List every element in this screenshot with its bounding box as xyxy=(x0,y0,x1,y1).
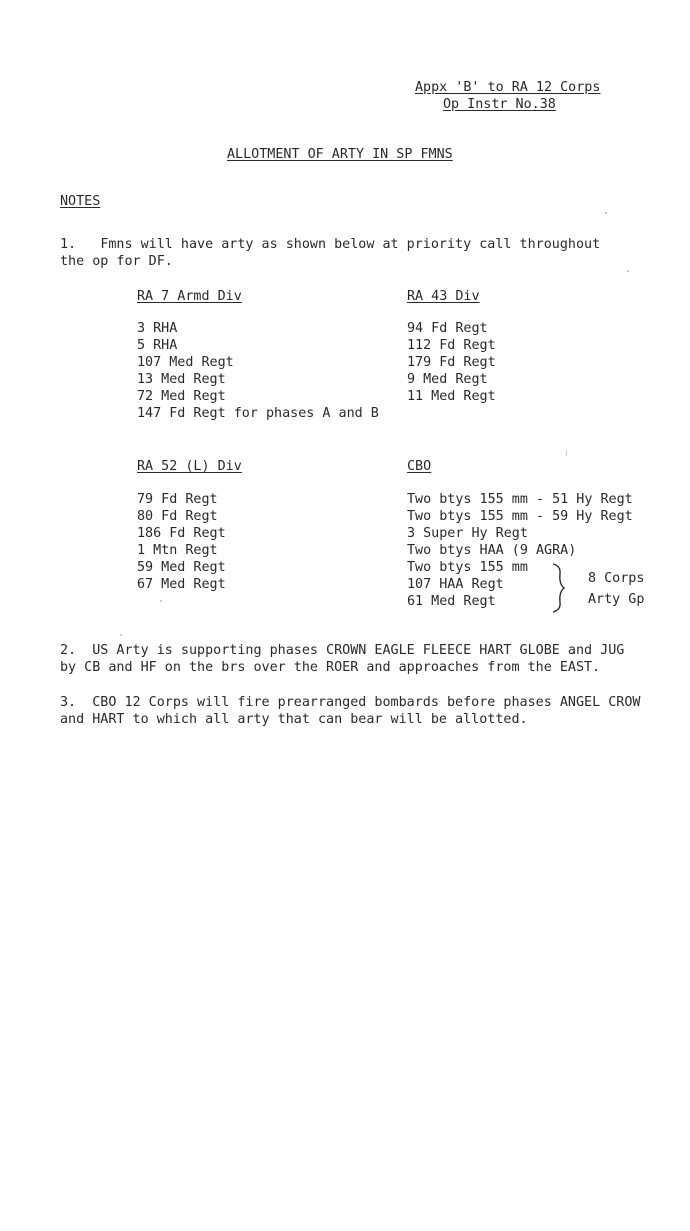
list-item: 94 Fd Regt xyxy=(407,321,488,336)
scan-speck xyxy=(566,450,567,456)
scan-speck xyxy=(605,212,607,214)
list-item: 11 Med Regt xyxy=(407,389,496,404)
cbo-heading: CBO xyxy=(407,459,432,474)
list-item: 3 RHA xyxy=(137,321,178,336)
ra43-heading: RA 43 Div xyxy=(407,289,480,304)
list-item: Two btys 155 mm - 59 Hy Regt xyxy=(407,509,633,524)
list-item: Two btys 155 mm - 51 Hy Regt xyxy=(407,492,633,507)
ra43-div-block xyxy=(407,288,496,405)
scan-speck xyxy=(120,634,122,636)
group-label-8-corps: 8 Corps xyxy=(588,571,645,586)
paragraph-1 xyxy=(60,236,600,270)
list-item: 67 Med Regt xyxy=(137,577,226,592)
grouping-brace-icon xyxy=(548,562,568,614)
list-item: 61 Med Regt xyxy=(407,594,496,609)
list-item: 112 Fd Regt xyxy=(407,338,496,353)
ra52-heading: RA 52 (L) Div xyxy=(137,459,242,474)
cbo-block xyxy=(407,458,633,610)
list-item: 72 Med Regt xyxy=(137,389,226,404)
list-item: 13 Med Regt xyxy=(137,372,226,387)
list-item: Two btys HAA (9 AGRA) xyxy=(407,543,577,558)
paragraph-1-line-2: the op for DF. xyxy=(60,254,173,269)
ra52-div-block xyxy=(137,458,242,593)
list-item: 9 Med Regt xyxy=(407,372,488,387)
list-item: 147 Fd Regt for phases A and B xyxy=(137,406,379,421)
appendix-reference: Appx 'B' to RA 12 Corps xyxy=(415,80,601,95)
document-title: ALLOTMENT OF ARTY IN SP FMNS xyxy=(227,147,453,162)
paragraph-2 xyxy=(60,642,624,676)
scan-speck xyxy=(160,600,162,602)
paragraph-2-line-1: US Arty is supporting phases CROWN EAGLE FLEECE HART GLOBE and JUG xyxy=(92,643,625,658)
ra7-armd-div-block xyxy=(137,288,379,422)
paragraph-2-number: 2. xyxy=(60,643,77,658)
notes-heading: NOTES xyxy=(60,194,101,209)
list-item: 186 Fd Regt xyxy=(137,526,226,541)
scan-speck xyxy=(627,270,629,272)
list-item: 79 Fd Regt xyxy=(137,492,218,507)
list-item: 3 Super Hy Regt xyxy=(407,526,528,541)
paragraph-3-line-1: CBO 12 Corps will fire prearranged bombards before phases ANGEL CROW xyxy=(92,695,641,710)
paragraph-3-number: 3. xyxy=(60,695,77,710)
ra7-heading: RA 7 Armd Div xyxy=(137,289,242,304)
paragraph-2-line-2: by CB and HF on the brs over the ROER and approaches from the EAST. xyxy=(60,660,601,675)
op-instruction-reference: Op Instr No.38 xyxy=(443,97,556,112)
list-item: 179 Fd Regt xyxy=(407,355,496,370)
paragraph-3 xyxy=(60,694,640,728)
list-item: 107 HAA Regt xyxy=(407,577,504,592)
paragraph-1-number: 1. xyxy=(60,237,77,252)
group-label-arty-gp: Arty Gp xyxy=(588,592,645,607)
paragraph-3-line-2: and HART to which all arty that can bear will be allotted. xyxy=(60,712,528,727)
list-item: Two btys 155 mm xyxy=(407,560,528,575)
list-item: 1 Mtn Regt xyxy=(137,543,218,558)
list-item: 5 RHA xyxy=(137,338,178,353)
paragraph-1-line-1: Fmns will have arty as shown below at priority call throughout xyxy=(100,237,601,252)
list-item: 59 Med Regt xyxy=(137,560,226,575)
list-item: 80 Fd Regt xyxy=(137,509,218,524)
list-item: 107 Med Regt xyxy=(137,355,234,370)
